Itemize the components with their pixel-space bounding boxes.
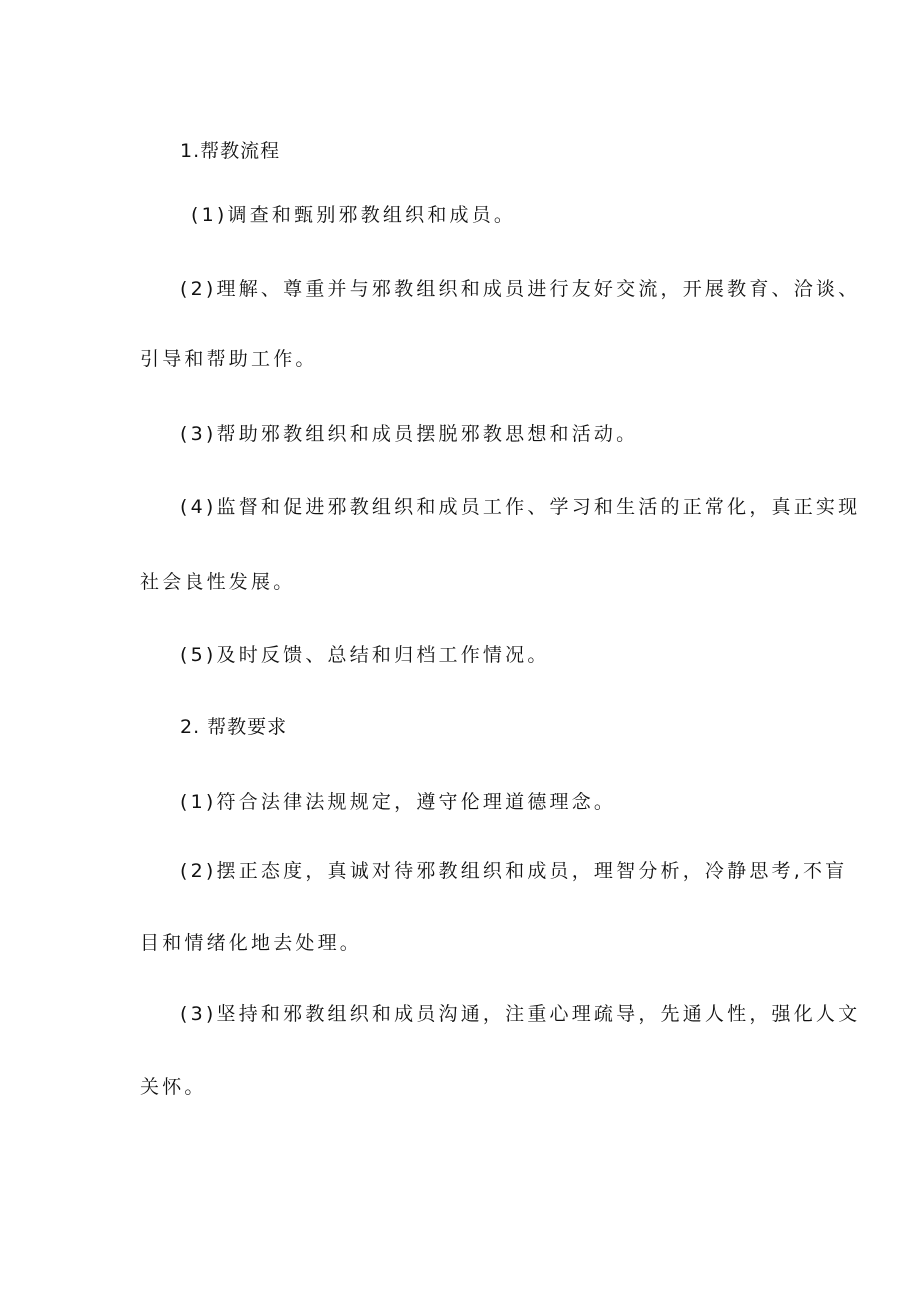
section-heading-2: 2. 帮教要求 (180, 716, 288, 738)
list-item-1-5: (5)及时反馈、总结和归档工作情况。 (180, 644, 550, 666)
list-item-2-2-line1: (2)摆正态度，真诚对待邪教组织和成员，理智分析，冷静思考,不盲 (180, 860, 848, 882)
list-item-2-3-line2: 关怀。 (140, 1076, 207, 1098)
list-item-1-4-line2: 社会良性发展。 (140, 571, 296, 593)
list-item-2-3-line1: (3)坚持和邪教组织和成员沟通，注重心理疏导，先通人性，强化人文 (180, 1003, 861, 1025)
list-item-2-1: (1)符合法律法规规定，遵守伦理道德理念。 (180, 791, 617, 813)
list-item-1-3: (3)帮助邪教组织和成员摆脱邪教思想和活动。 (180, 423, 639, 445)
list-item-2-2-line2: 目和情绪化地去处理。 (140, 932, 363, 954)
list-item-1-4-line1: (4)监督和促进邪教组织和成员工作、学习和生活的正常化，真正实现 (180, 496, 861, 518)
section-heading-1: 1.帮教流程 (180, 140, 281, 162)
list-item-1-2-line1: (2)理解、尊重并与邪教组织和成员进行友好交流，开展教育、洽谈、 (180, 278, 861, 300)
list-item-1-1: (1)调查和甄别邪教组织和成员。 (191, 204, 517, 226)
list-item-1-2-line2: 引导和帮助工作。 (140, 348, 318, 370)
